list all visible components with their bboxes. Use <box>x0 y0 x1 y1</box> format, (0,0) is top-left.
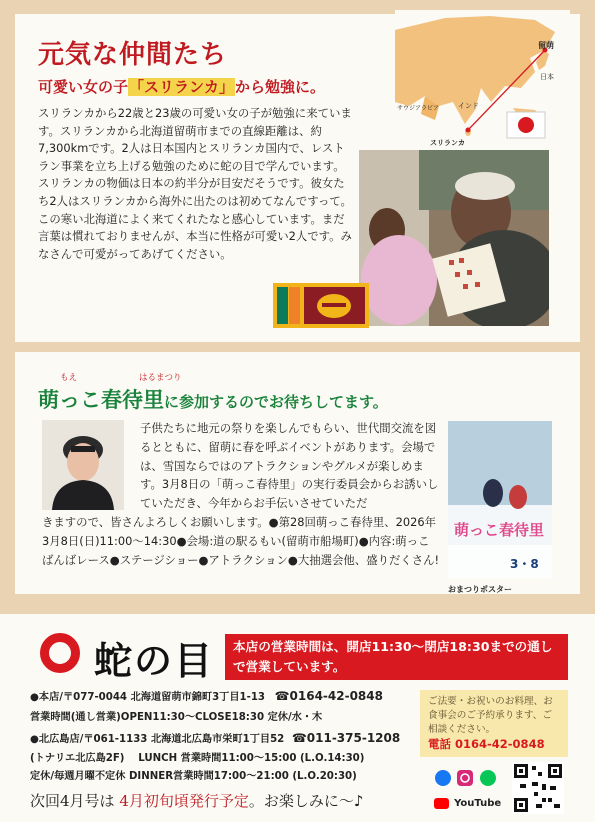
title-event-name: 萌っこ春待里 <box>38 387 164 412</box>
logo-text: 蛇の目 <box>94 638 215 683</box>
main-store-phone: ☎0164-42-0848 <box>274 689 383 703</box>
section1-title: 元気な仲間たち <box>38 40 228 70</box>
branch-lunch-hours: (トナリエ北広島2F) LUNCH 営業時間11:00～15:00 (L.O.14:30) <box>30 753 365 764</box>
subtitle-post: から勉強に。 <box>235 78 326 96</box>
next-issue-post: 。お楽しみに～♪ <box>248 792 364 810</box>
sns-links <box>434 766 502 810</box>
line-icon[interactable] <box>480 770 496 786</box>
facebook-icon[interactable] <box>435 770 451 786</box>
map-label-rumoi: 留萌 <box>538 41 554 50</box>
section2-body-top: 子供たちに地元の祭りを楽しんでもらい、世代間交流を図るとともに、留萌に春を呼ぶイベントがあります。会場では、雪国ならではのアトラクションやグルメが楽しめます。3月8日の「萌っこ春待里」の実行委員会からお誘いしていただき、今年からお手伝いさせていただ <box>140 421 439 511</box>
order-text: ご法要・お祝いのお料理、お食事会のご予約承ります、ご相談ください。 <box>428 696 553 735</box>
section2-body-bottom: きますので、皆さんよろしくお願いします。●第28回萌っこ春待里、2026年3月8日(日)11:00～14:30●会場:道の駅るもい(留萌市船場町)●内容:萌っこばんばレース●ステージショー●アトラクション●大抽選会他、盛りだくさん! <box>42 515 440 567</box>
ruby-moe: もえ <box>60 373 78 383</box>
sri-lanka-flag <box>273 283 369 328</box>
asia-map <box>395 10 570 156</box>
qr-code[interactable] <box>512 762 564 814</box>
map-label-saudi: サウジアラビア <box>397 105 440 112</box>
branch-store-phone: ☎011-375-1208 <box>291 731 401 745</box>
order-phone: 電話 0164-42-0848 <box>428 737 545 751</box>
main-store-hours: 営業時間(通し営業)OPEN11:30～CLOSE18:30 定休/水・木 <box>30 712 323 723</box>
logo-mark <box>40 633 80 673</box>
subtitle-pre: 可愛い女の子 <box>38 78 129 96</box>
next-issue <box>30 790 363 811</box>
map-label-srilanka: スリランカ <box>430 139 465 147</box>
map-label-india: インド <box>458 102 479 110</box>
youtube-icon <box>434 798 449 809</box>
ruby-harumatsuri: はるまつり <box>139 373 182 383</box>
youtube-label: YouTube <box>454 798 502 809</box>
youtube-link[interactable] <box>434 793 501 812</box>
instagram-icon[interactable] <box>457 770 473 786</box>
hours-notice: 本店の営業時間は、開店11:30～閉店18:30までの通しで営業しています。 <box>225 634 568 680</box>
subtitle-highlight: 「スリランカ」 <box>129 78 235 96</box>
main-store-address <box>30 688 383 703</box>
branch-store-text: ●北広島店/〒061-1133 北海道北広島市栄町1丁目52 <box>30 734 285 745</box>
next-issue-date: 4月初旬頃発行予定 <box>119 792 249 810</box>
order-box <box>420 690 568 757</box>
students-photo <box>359 150 549 326</box>
title-rest: に参加するのでお待ちしてます。 <box>164 393 388 411</box>
branch-store-address <box>30 730 400 745</box>
section1-body: スリランカから22歳と23歳の可愛い女の子が勉強に来ています。スリランカから北海道留萌市までの直線距離は、約7,300kmです。2人は日本国内とスリランカ国内で、レストラン事業を立ち上げる勉強のために蛇の目で学んでいます。スリランカの物価は日本の約半分が目安だそうです。彼女たち2人はスリランカから海外に出たのは初めてなんですって。この寒い北海道によく来てくれたなと感心しています。まだ言葉は慣れておりませんが、本当に性格が可愛い2人です。みなさんで可愛がってあげてください。 <box>38 106 352 261</box>
map-label-japan: 日本 <box>540 73 554 81</box>
next-issue-pre: 次回4月号は <box>30 792 115 810</box>
section2-title <box>38 384 388 414</box>
section1-subtitle <box>38 76 325 97</box>
poster-title: 萌っこ春待里 <box>454 521 545 539</box>
poster-date: 3・8 <box>510 557 539 571</box>
staff-photo <box>42 420 124 510</box>
poster-caption: おまつりポスター <box>448 585 512 594</box>
main-store-text: ●本店/〒077-0044 北海道留萌市錦町3丁目1-13 <box>30 692 266 703</box>
event-poster <box>448 421 552 578</box>
branch-dinner-hours: 定休/毎週月曜不定休 DINNER営業時間17:00～21:00 (L.O.20:30) <box>30 771 357 782</box>
